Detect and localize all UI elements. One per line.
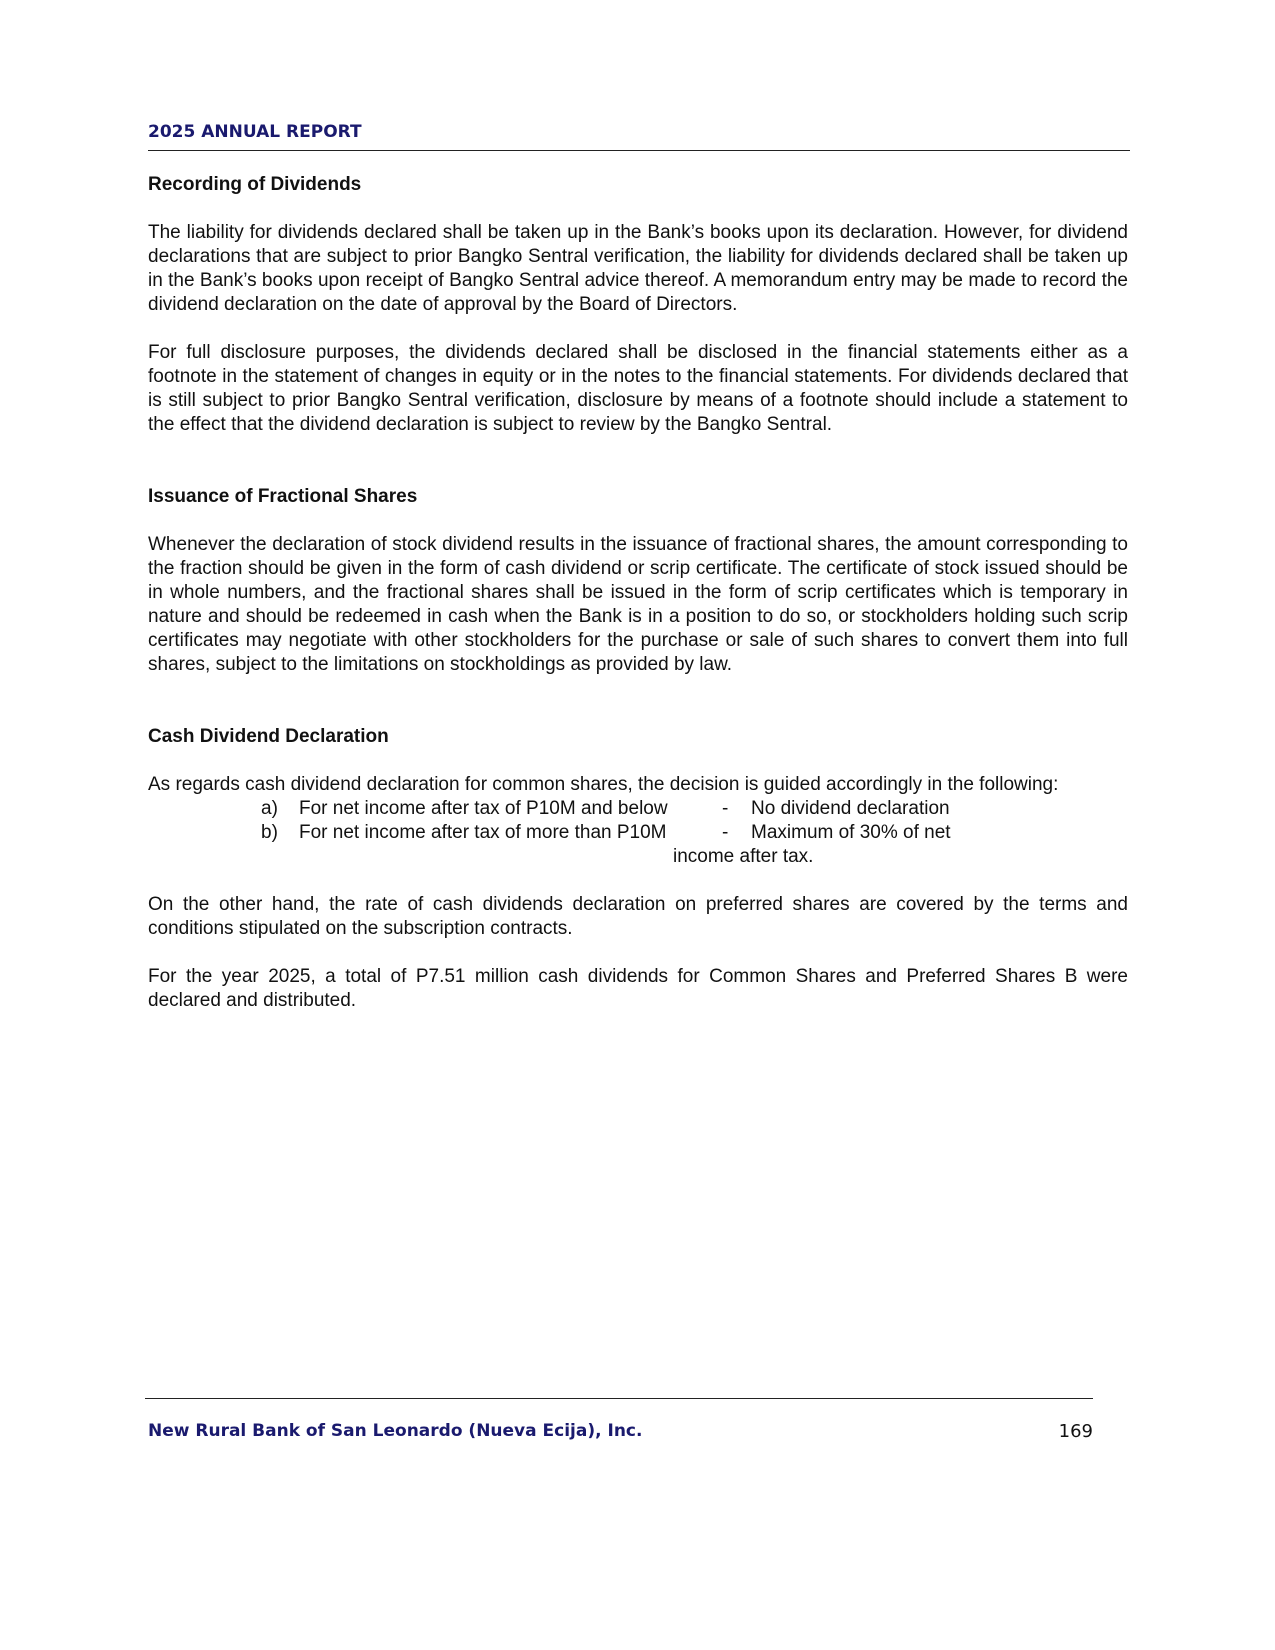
paragraph-recording-2: For full disclosure purposes, the dividends declared shall be disclosed in the financial statements either as a footnote in the statement of changes in equity or in the notes to the financial statements. For dividends declared that is still subject to prior Bangko Sentral verification, disclosure by means of a footnote should include a statement to the effect that the dividend declaration is subject to review by the Bangko Sentral.: [148, 342, 1128, 435]
section-spacer: [148, 437, 1128, 485]
footer-bank-name: New Rural Bank of San Leonardo (Nueva Ecija), Inc.: [148, 1421, 643, 1441]
list-item-result: No dividend declaration: [751, 798, 950, 819]
page-footer: [145, 1398, 1093, 1442]
list-item-dash: -: [722, 822, 729, 843]
list-item-marker: a): [261, 798, 278, 819]
list-item-marker: b): [261, 822, 278, 843]
list-item-result-continued: income after tax.: [673, 846, 814, 867]
list-item: [148, 821, 1128, 845]
section-spacer: [148, 677, 1128, 725]
page-header: [148, 122, 1130, 151]
list-item-result: Maximum of 30% of net: [751, 822, 951, 843]
dividend-rules-list: [148, 797, 1128, 869]
paragraph-cash-1: On the other hand, the rate of cash dividends declaration on preferred shares are covered by the terms and conditions stipulated on the subscription contracts.: [148, 894, 1128, 939]
list-item-condition: For net income after tax of more than P10M: [299, 822, 667, 843]
page-content: [148, 173, 1128, 1037]
page-number: 169: [1058, 1421, 1093, 1442]
report-title: 2025 ANNUAL REPORT: [148, 122, 362, 142]
section-heading-recording-dividends: Recording of Dividends: [148, 174, 362, 195]
paragraph-cash-2: For the year 2025, a total of P7.51 million cash dividends for Common Shares and Preferred Shares B were declared and distributed.: [148, 966, 1128, 1011]
paragraph-fractional-1: Whenever the declaration of stock dividend results in the issuance of fractional shares, the amount corresponding to the fraction should be given in the form of cash dividend or scrip certificate. The certificate of stock issued should be in whole numbers, and the fractional shares shall be issued in the form of scrip certificates which is temporary in nature and should be redeemed in cash when the Bank is in a position to do so, or stockholders holding such scrip certificates may negotiate with other stockholders for the purchase or sale of such shares to convert them into full shares, subject to the limitations on stockholdings as provided by law.: [148, 534, 1128, 675]
paragraph-recording-1: The liability for dividends declared shall be taken up in the Bank’s books upon its declaration. However, for dividend declarations that are subject to prior Bangko Sentral verification, the liability for dividends declared shall be taken up in the Bank’s books upon receipt of Bangko Sentral advice thereof. A memorandum entry may be made to record the dividend declaration on the date of approval by the Board of Directors.: [148, 222, 1128, 315]
paragraph-cash-intro: As regards cash dividend declaration for common shares, the decision is guided accordingly in the following:: [148, 774, 1059, 795]
list-item-continuation: [148, 845, 1128, 869]
list-item: [148, 797, 1128, 821]
list-item-dash: -: [722, 798, 729, 819]
section-heading-fractional-shares: Issuance of Fractional Shares: [148, 486, 418, 507]
list-item-condition: For net income after tax of P10M and below: [299, 798, 668, 819]
section-heading-cash-dividend: Cash Dividend Declaration: [148, 726, 389, 747]
